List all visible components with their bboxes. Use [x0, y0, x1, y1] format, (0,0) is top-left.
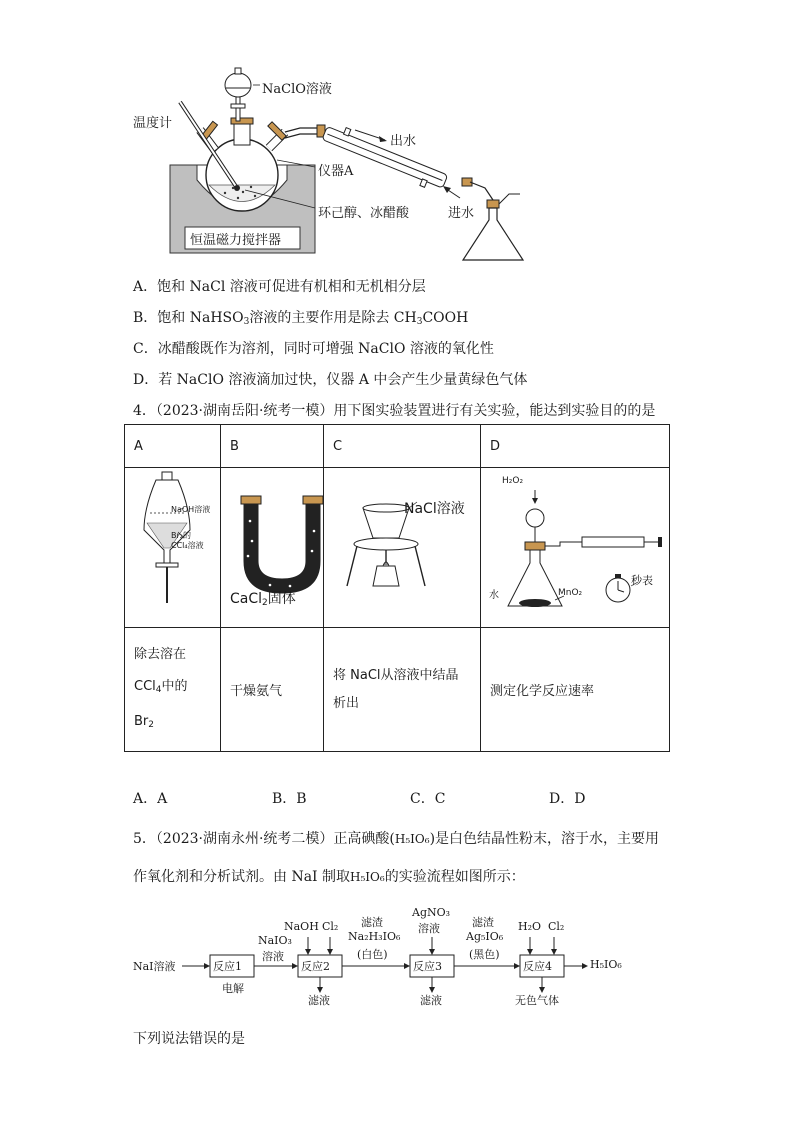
q5-stem-line1: 5．（2023·湖南永州·统考二模）正高碘酸(H₅IO₆)是白色结晶性粉末，溶于水，主要用 — [133, 831, 660, 847]
inlet-water-label: 进水 — [448, 206, 475, 221]
instrument-a-label: 仪器A — [318, 164, 354, 179]
flow-res2-f: Ag₅IO₆ — [466, 930, 504, 943]
flow-naio3: NaIO₃ — [258, 934, 292, 947]
q4-answer-b: B．B — [272, 791, 307, 807]
flow-product: H₅IO₆ — [590, 958, 622, 971]
flow-res1: 滤渣 — [361, 916, 383, 929]
flow-r3: 反应3 — [413, 960, 442, 973]
d-stopwatch-label: 秒表 — [631, 574, 653, 587]
d-mno2-label: MnO₂ — [558, 588, 583, 598]
q4-answer-a: A．A — [133, 791, 168, 807]
flow-r2: 反应2 — [301, 960, 330, 973]
evaporating-dish-icon — [333, 468, 490, 623]
flow-agno3: AgNO₃ — [412, 906, 451, 919]
flow-diagram — [130, 905, 650, 1010]
cell-c-image — [324, 468, 481, 628]
b-cacl2-label: CaCl$_2$固体 — [230, 591, 296, 608]
d-water-label: 水 — [489, 590, 499, 601]
flow-r4: 反应4 — [523, 960, 552, 973]
cell-d-image — [481, 468, 670, 628]
cell-d-text: 测定化学反应速率 — [481, 628, 670, 752]
flow-cl2b: Cl₂ — [548, 920, 565, 933]
flow-r1: 反应1 — [213, 960, 242, 973]
cell-b-text: 干燥氨气 — [221, 628, 324, 752]
flow-r1-below: 电解 — [222, 982, 244, 995]
q3-option-c: C．冰醋酸既作为溶剂，同时可增强 NaClO 溶液的氧化性 — [133, 341, 494, 357]
flow-naoh: NaOH — [284, 920, 319, 933]
q5-closing: 下列说法错误的是 — [133, 1031, 245, 1047]
erlenmeyer-syringe-icon — [490, 468, 679, 623]
flow-start: NaI溶液 — [133, 960, 176, 973]
d-h2o2-label: H₂O₂ — [502, 476, 524, 486]
cell-a-image — [125, 468, 221, 628]
flow-res2: 滤渣 — [472, 916, 494, 929]
header-a: A — [125, 425, 221, 468]
cell-a-text: 除去溶在 CCl$_4$中的 $Br_2$ — [125, 628, 221, 752]
header-c: C — [324, 425, 481, 468]
q3-option-d: D．若 NaClO 溶液滴加过快，仪器 A 中会产生少量黄绿色气体 — [133, 372, 528, 388]
a-naoh-label: NaOH溶液 — [171, 505, 211, 514]
q5-stem-line2: 作氧化剂和分析试剂。由 NaI 制取H₅IO₆的实验流程如图所示： — [133, 869, 525, 885]
flow-naio3-2: 溶液 — [262, 950, 284, 963]
reagents-label: 环己醇、冰醋酸 — [318, 206, 410, 221]
naclo-label: NaClO溶液 — [262, 82, 332, 97]
flow-cl2a: Cl₂ — [322, 920, 339, 933]
flow-h2o: H₂O — [518, 920, 542, 933]
outlet-water-label: 出水 — [390, 134, 417, 149]
flow-res1-f: Na₂H₃IO₆ — [348, 930, 401, 943]
q4-answer-c: C．C — [410, 791, 446, 807]
stirrer-label: 恒温磁力搅拌器 — [190, 233, 282, 248]
q4-stem: 4．（2023·湖南岳阳·统考一模）用下图实验装置进行有关实验，能达到实验目的的是 — [133, 403, 656, 419]
c-nacl-label: NaCl溶液 — [404, 501, 465, 517]
flow-res1-c: (白色) — [357, 948, 388, 961]
q3-option-a: A．饱和 NaCl 溶液可促进有机相和无机相分层 — [133, 279, 426, 295]
flow-res2-c: (黑色) — [469, 948, 500, 961]
flow-r4-below: 无色气体 — [515, 994, 559, 1007]
q4-answer-d: D．D — [549, 791, 586, 807]
header-b: B — [221, 425, 324, 468]
thermometer-label: 温度计 — [133, 116, 173, 131]
cell-c-text: 将 NaCl从溶液中结晶 析出 — [324, 628, 481, 752]
flow-agno3-2: 溶液 — [418, 922, 440, 935]
cell-b-image — [221, 468, 324, 628]
flow-r2-below: 滤液 — [308, 994, 330, 1007]
q4-options-table — [124, 424, 670, 752]
a-ccl4-label: CCl₄溶液 — [171, 541, 204, 550]
a-br2-label: Br₂的 — [171, 531, 191, 540]
header-d: D — [481, 425, 670, 468]
flow-r3-below: 滤液 — [420, 994, 442, 1007]
q3-option-b: B．饱和 NaHSO$_3$溶液的主要作用是除去 $CH_3COOH$ — [133, 310, 469, 327]
